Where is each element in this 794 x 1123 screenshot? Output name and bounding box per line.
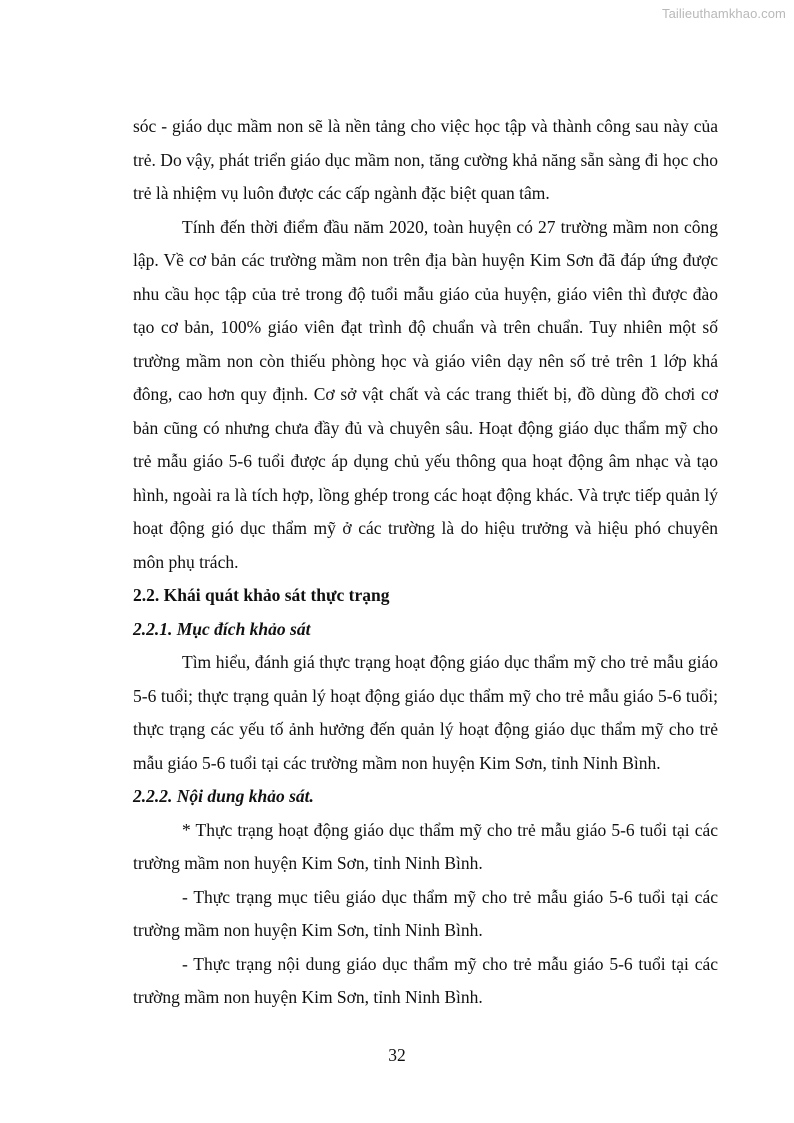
subsection-heading-2-2-1: 2.2.1. Mục đích khảo sát <box>133 618 311 639</box>
paragraph-school-overview: Tính đến thời điểm đầu năm 2020, toàn huyện có 27 trường mầm non công lập. Về cơ bản các trường mầm non trên địa bàn huyện Kim Sơn đã đáp ứng được nhu cầu học tập của trẻ trong độ tuổi mẫu giáo của huyện, giáo viên thì được đào tạo cơ bản, 100% giáo viên đạt trình độ chuẩn và trên chuẩn. Tuy nhiên một số trường mầm non còn thiếu phòng học và giáo viên dạy nên số trẻ trên 1 lớp khá đông, cao hơn quy định. Cơ sở vật chất và các trang thiết bị, đồ dùng đồ chơi cơ bản cũng có nhưng chưa đầy đủ và chuyên sâu. Hoạt động giáo dục thẩm mỹ cho trẻ mẫu giáo 5-6 tuổi được áp dụng chủ yếu thông qua hoạt động âm nhạc và tạo hình, ngoài ra là tích hợp, lồng ghép trong các hoạt động khác. Và trực tiếp quản lý hoạt động gió dục thẩm mỹ ở các trường là do hiệu trưởng và hiệu phó chuyên môn phụ trách. <box>133 216 718 572</box>
section-heading-2-2: 2.2. Khái quát khảo sát thực trạng <box>133 585 390 605</box>
paragraph-content-item-3: - Thực trạng nội dung giáo dục thẩm mỹ cho trẻ mẫu giáo 5-6 tuổi tại các trường mầm non huyện Kim Sơn, tỉnh Ninh Bình. <box>133 953 718 1007</box>
paragraph-survey-purpose: Tìm hiểu, đánh giá thực trạng hoạt động giáo dục thẩm mỹ cho trẻ mẫu giáo 5-6 tuổi; thực trạng quản lý hoạt động giáo dục thẩm mỹ cho trẻ mẫu giáo 5-6 tuổi; thực trạng các yếu tố ảnh hưởng đến quản lý hoạt động giáo dục thẩm mỹ cho trẻ mẫu giáo 5-6 tuổi tại các trường mầm non huyện Kim Sơn, tỉnh Ninh Bình. <box>133 652 718 773</box>
paragraph-content-item-1: * Thực trạng hoạt động giáo dục thẩm mỹ cho trẻ mẫu giáo 5-6 tuổi tại các trường mầm non huyện Kim Sơn, tỉnh Ninh Bình. <box>133 819 718 873</box>
paragraph-continuation: sóc - giáo dục mầm non sẽ là nền tảng cho việc học tập và thành công sau này của trẻ. Do vậy, phát triển giáo dục mầm non, tăng cường khả năng sẵn sàng đi học cho trẻ là nhiệm vụ luôn được các cấp ngành đặc biệt quan tâm. <box>133 116 718 203</box>
page-number: 32 <box>388 1045 406 1065</box>
subsection-heading-2-2-2: 2.2.2. Nội dung khảo sát. <box>133 786 314 806</box>
document-body <box>133 110 718 1015</box>
paragraph-content-item-2: - Thực trạng mục tiêu giáo dục thẩm mỹ cho trẻ mẫu giáo 5-6 tuổi tại các trường mầm non huyện Kim Sơn, tỉnh Ninh Bình. <box>133 886 718 940</box>
watermark-text: Tailieuthamkhao.com <box>661 6 786 21</box>
